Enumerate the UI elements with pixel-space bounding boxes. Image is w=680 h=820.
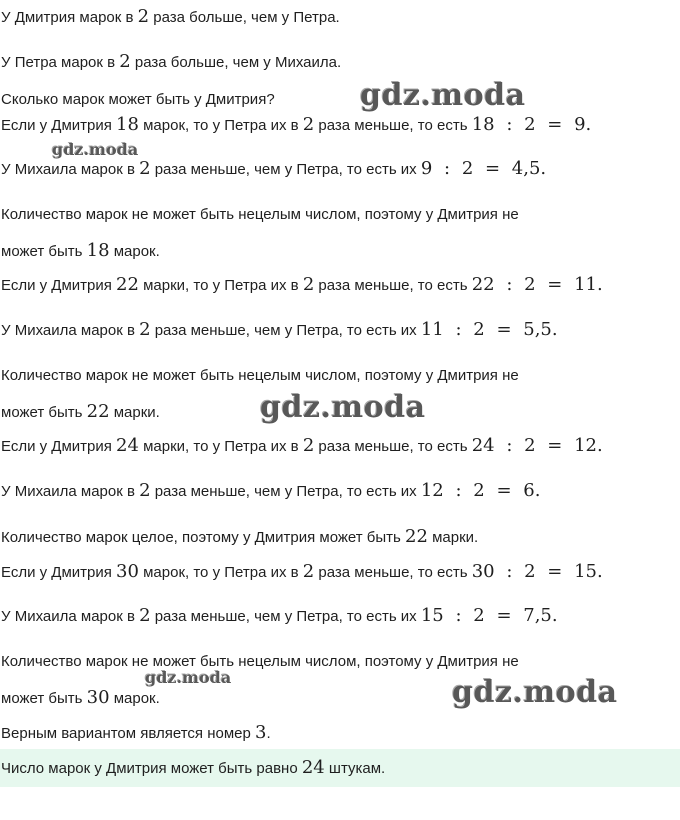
line-case-18-conclusion-b: может быть 18 марок. [1, 240, 160, 261]
correct-option-line: Верным вариантом является номер 3. [1, 722, 271, 743]
question-line: Сколько марок может быть у Дмитрия? [1, 91, 275, 108]
watermark: gdz.moda [52, 140, 139, 159]
answer-box [0, 749, 680, 787]
line-case-24-conclusion: Количество марок целое, поэтому у Дмитрия может быть 22 марки. [1, 526, 479, 547]
line-case-24: Если у Дмитрия 24 марки, то у Петра их в 2 раза меньше, то есть 24 : 2 = 12. [1, 435, 603, 456]
line-2: У Петра марок в 2 раза больше, чем у Михаила. [1, 51, 342, 72]
line-case-30-conclusion-a: Количество марок не может быть нецелым числом, поэтому у Дмитрия не [1, 653, 519, 670]
line-case-22: Если у Дмитрия 22 марки, то у Петра их в 2 раза меньше, то есть 22 : 2 = 11. [1, 274, 603, 295]
watermark: gdz.moda [360, 78, 526, 113]
line-case-22-conclusion-b: может быть 22 марки. [1, 401, 160, 422]
line-case-22-conclusion-a: Количество марок не может быть нецелым числом, поэтому у Дмитрия не [1, 367, 519, 384]
watermark: gdz.moda [452, 675, 618, 710]
line-case-30-conclusion-b: может быть 30 марок. [1, 687, 160, 708]
line-case-18: Если у Дмитрия 18 марок, то у Петра их в 2 раза меньше, то есть 18 : 2 = 9. [1, 114, 592, 135]
line-case-30-mikhail: У Михаила марок в 2 раза меньше, чем у Петра, то есть их 15 : 2 = 7,5. [1, 605, 558, 626]
line-case-22-mikhail: У Михаила марок в 2 раза меньше, чем у Петра, то есть их 11 : 2 = 5,5. [1, 319, 558, 340]
answer-text: Число марок у Дмитрия может быть равно 24 штукам. [1, 757, 386, 778]
watermark: gdz.moda [260, 390, 426, 425]
line-case-30: Если у Дмитрия 30 марок, то у Петра их в 2 раза меньше, то есть 30 : 2 = 15. [1, 561, 603, 582]
watermark: gdz.moda [145, 668, 232, 687]
line-case-24-mikhail: У Михаила марок в 2 раза меньше, чем у Петра, то есть их 12 : 2 = 6. [1, 480, 541, 501]
line-case-18-conclusion-a: Количество марок не может быть нецелым числом, поэтому у Дмитрия не [1, 206, 519, 223]
line-case-18-mikhail: У Михаила марок в 2 раза меньше, чем у Петра, то есть их 9 : 2 = 4,5. [1, 158, 547, 179]
line-1: У Дмитрия марок в 2 раза больше, чем у Петра. [1, 6, 340, 27]
